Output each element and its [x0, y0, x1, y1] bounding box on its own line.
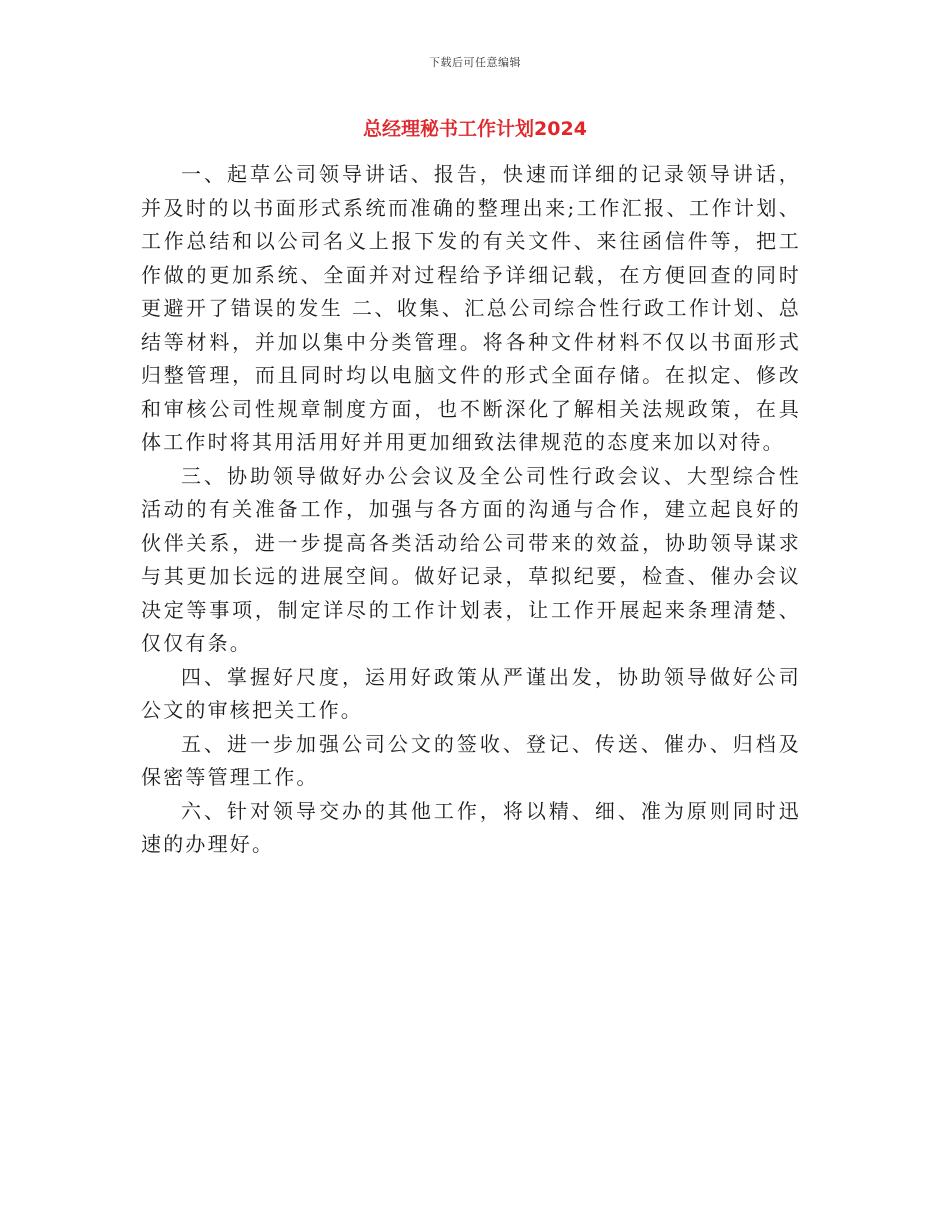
paragraph-4: 五、进一步加强公司公文的签收、登记、传送、催办、归档及保密等管理工作。: [141, 731, 801, 789]
document-title: 总经理秘书工作计划2024: [363, 118, 587, 140]
paragraph-2: 三、协助领导做好办公会议及全公司性行政会议、大型综合性活动的有关准备工作，加强与各方面的沟通与合作，建立起良好的伙伴关系，进一步提高各类活动给公司带来的效益，协助领导谋求与其更加长远的进展空间。做好记录，草拟纪要，检查、催办会议决定等事项，制定详尽的工作计划表，让工作开展起来条理清楚、仅仅有条。: [141, 463, 801, 655]
paragraph-3: 四、掌握好尺度，运用好政策从严谨出发，协助领导做好公司公文的审核把关工作。: [141, 664, 801, 722]
paragraph-5: 六、针对领导交办的其他工作，将以精、细、准为原则同时迅速的办理好。: [141, 798, 801, 856]
header-note: 下载后可任意编辑: [429, 56, 521, 69]
paragraph-1: 一、起草公司领导讲话、报告，快速而详细的记录领导讲话，并及时的以书面形式系统而准确的整理出来;工作汇报、工作计划、工作总结和以公司名义上报下发的有关文件、来往函信件等，把工作做的更加系统、全面并对过程给予详细记载，在方便回查的同时更避开了错误的发生 二、收集、汇总公司综合性行政工作计划、总结等材料，并加以集中分类管理。将各种文件材料不仅以书面形式归整管理，而且同时均以电脑文件的形式全面存储。在拟定、修改和审核公司性规章制度方面，也不断深化了解相关法规政策，在具体工作时将其用活用好并用更加细致法律规范的态度来加以对待。: [141, 162, 801, 454]
document-body: [141, 158, 801, 862]
